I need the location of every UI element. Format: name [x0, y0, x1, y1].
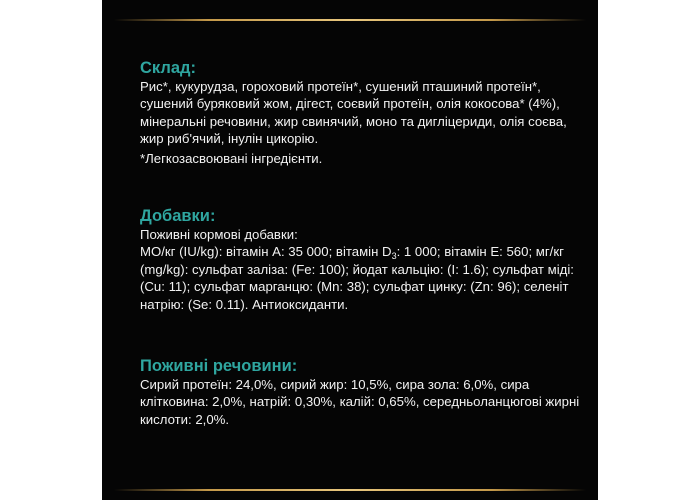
top-gold-divider — [114, 19, 586, 21]
bottom-gold-divider — [114, 489, 586, 491]
composition-footnote: *Легкозасвоювані інгредієнти. — [140, 150, 323, 166]
composition-heading: Склад: — [140, 59, 197, 77]
label-panel — [102, 0, 598, 500]
composition-text: Рис*, кукурудза, гороховий протеїн*, сушений пташиний протеїн*, сушений буряковий жом, дігест, соєвий протеїн, олія кокосова* (4%), мінеральні речовини, жир свинячий, моно та дигліцериди, олія соєва, жир риб'ячий, інулін цикорію. — [140, 79, 567, 147]
additives-section — [140, 206, 580, 313]
nutrients-section — [140, 356, 580, 428]
additives-text-part1: МО/кг (IU/kg): вітамін А: 35 000; вітамін D — [140, 244, 392, 260]
additives-heading: Добавки: — [140, 207, 216, 225]
additives-text-part2: : 1 000; вітамін Е: 560; мг/кг (mg/kg): сульфат заліза: (Fe: 100); йодат кальцію: (I: 1.6); сульфат міді: (Cu: 11); сульфат марганцю: (Mn: 38); сульфат цинку: (Zn: 96); селеніт натрію: (Se: 0.11). Антиоксиданти. — [140, 244, 574, 312]
nutrients-heading: Поживні речовини: — [140, 357, 298, 375]
composition-section — [140, 58, 580, 167]
vitamin-d-subscript: 3 — [391, 251, 397, 262]
nutrients-text: Сирий протеїн: 24,0%, сирий жир: 10,5%, сира зола: 6,0%, сира клітковина: 2,0%, натрій: 0,30%, калій: 0,65%, середньоланцюгові жирні кислоти: 2,0%. — [140, 377, 580, 427]
additives-intro: Поживні кормові добавки: — [140, 227, 298, 242]
additives-text — [140, 243, 580, 313]
